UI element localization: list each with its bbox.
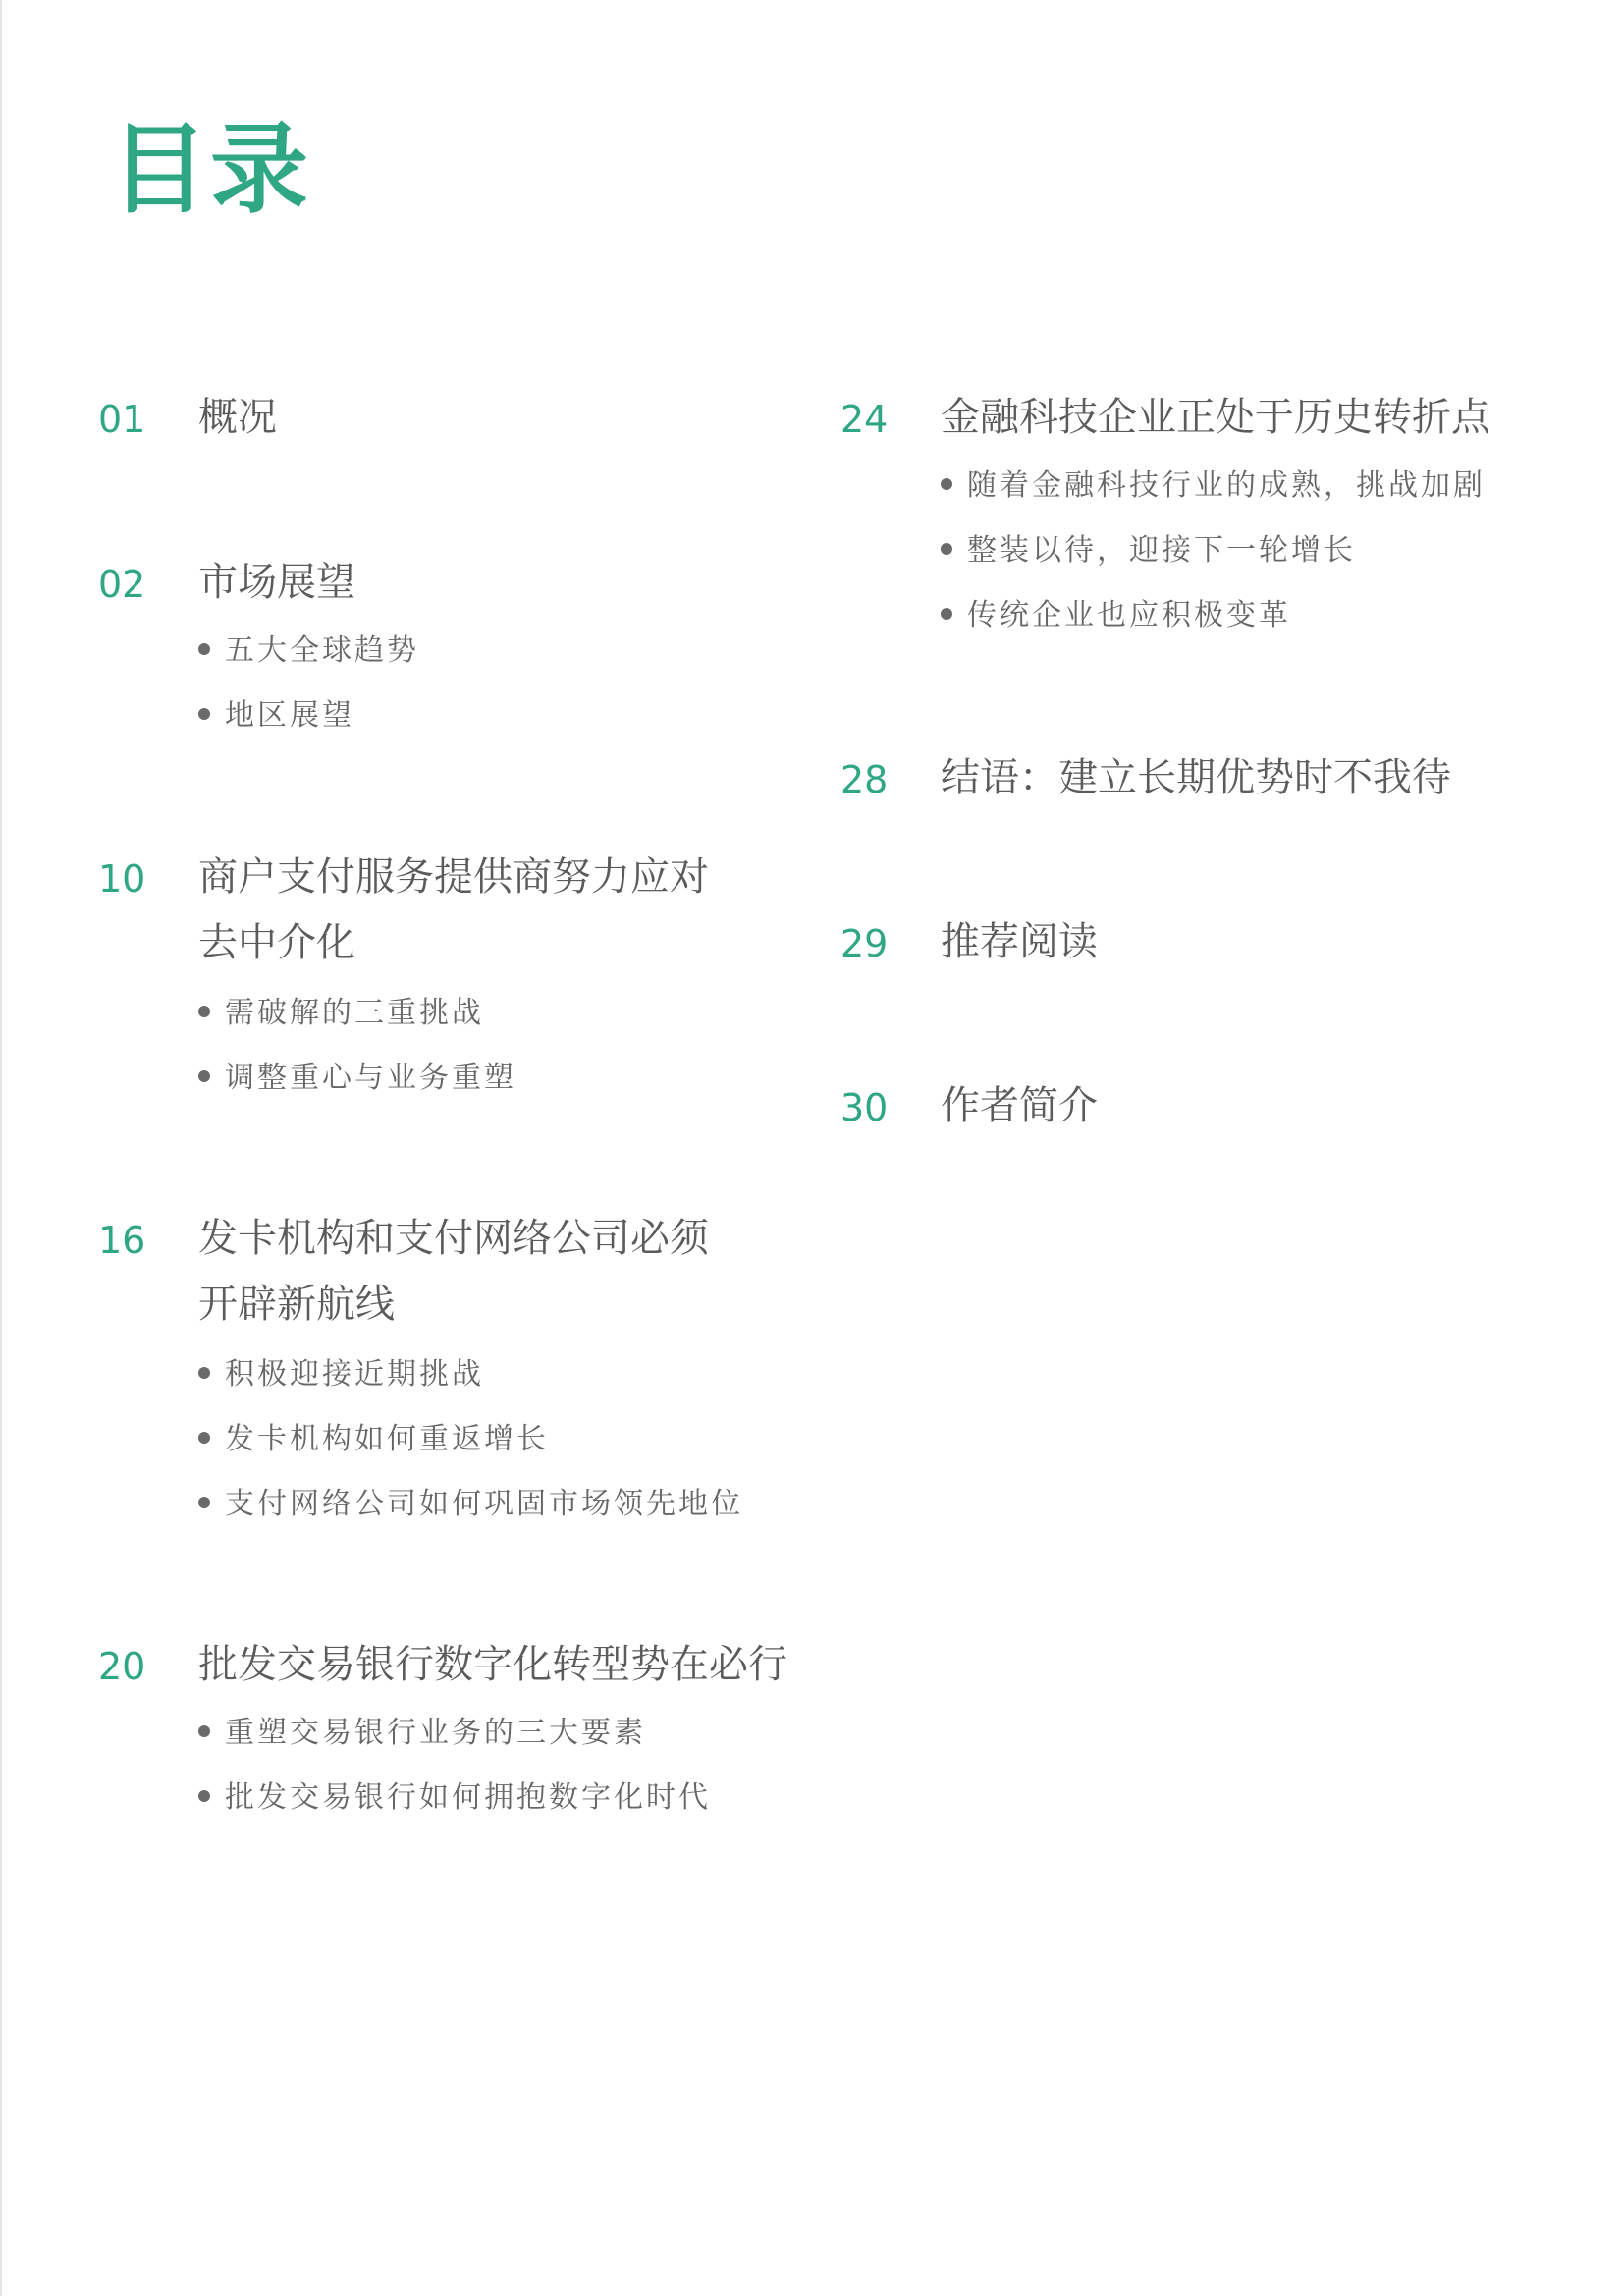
section-number: 16 [98,1219,146,1262]
section-title[interactable]: 市场展望 [198,560,355,605]
subitem[interactable] [198,1766,711,1831]
bullet-icon [941,608,952,620]
subitem-label: 随着金融科技行业的成熟，挑战加剧 [967,468,1486,503]
section-number: 29 [840,922,889,965]
section-title[interactable]: 作者简介 [941,1083,1098,1128]
subitem[interactable] [198,1701,711,1766]
bullet-icon [198,1006,210,1017]
subitem-label: 五大全球趋势 [225,633,419,668]
section-title[interactable]: 批发交易银行数字化转型势在必行 [198,1642,787,1687]
section-subitems [198,619,419,748]
page-title: 目录 [110,112,310,227]
section-number: 30 [840,1086,889,1129]
page-border [0,0,2,2296]
section-title[interactable]: 结语：建立长期优势时不我待 [941,755,1451,800]
section-subitems [198,1701,711,1831]
subitem-label: 支付网络公司如何巩固市场领先地位 [225,1487,743,1521]
bullet-icon [198,1725,210,1737]
bullet-icon [198,1070,210,1082]
section-subitems [198,1342,743,1537]
subitem-label: 批发交易银行如何拥抱数字化时代 [225,1780,711,1815]
section-number: 02 [98,563,146,606]
subitem-label: 整装以待，迎接下一轮增长 [967,533,1356,568]
subitem-label: 需破解的三重挑战 [225,996,484,1030]
bullet-icon [198,1497,210,1508]
subitem-label: 调整重心与业务重塑 [225,1061,516,1095]
section-subitems [941,454,1486,648]
section-title[interactable]: 概况 [198,395,277,440]
section-title[interactable]: 金融科技企业正处于历史转折点 [941,395,1490,440]
section-number: 20 [98,1645,146,1688]
bullet-icon [198,1790,210,1802]
section-title[interactable]: 发卡机构和支付网络公司必须 开辟新航线 [198,1216,709,1327]
bullet-icon [198,1432,210,1444]
subitem[interactable] [941,454,1486,519]
section-number: 10 [98,857,146,901]
section-title[interactable]: 商户支付服务提供商努力应对 去中介化 [198,854,709,965]
section-subitems [198,981,516,1111]
section-title[interactable]: 推荐阅读 [941,919,1098,964]
bullet-icon [198,708,210,720]
subitem[interactable] [198,1342,743,1407]
subitem[interactable] [198,1472,743,1537]
subitem-label: 传统企业也应积极变革 [967,598,1291,632]
bullet-icon [198,1367,210,1379]
section-number: 24 [840,398,889,441]
subitem[interactable] [198,981,516,1046]
subitem[interactable] [941,583,1486,648]
section-number: 01 [98,398,146,441]
subitem-label: 发卡机构如何重返增长 [225,1422,549,1456]
bullet-icon [941,543,952,555]
subitem-label: 重塑交易银行业务的三大要素 [225,1716,646,1750]
subitem[interactable] [198,683,419,748]
section-number: 28 [840,758,889,801]
subitem-label: 地区展望 [225,698,354,733]
subitem[interactable] [941,519,1486,583]
subitem-label: 积极迎接近期挑战 [225,1357,484,1392]
bullet-icon [941,478,952,490]
subitem[interactable] [198,1046,516,1111]
bullet-icon [198,643,210,655]
subitem[interactable] [198,619,419,683]
subitem[interactable] [198,1407,743,1472]
